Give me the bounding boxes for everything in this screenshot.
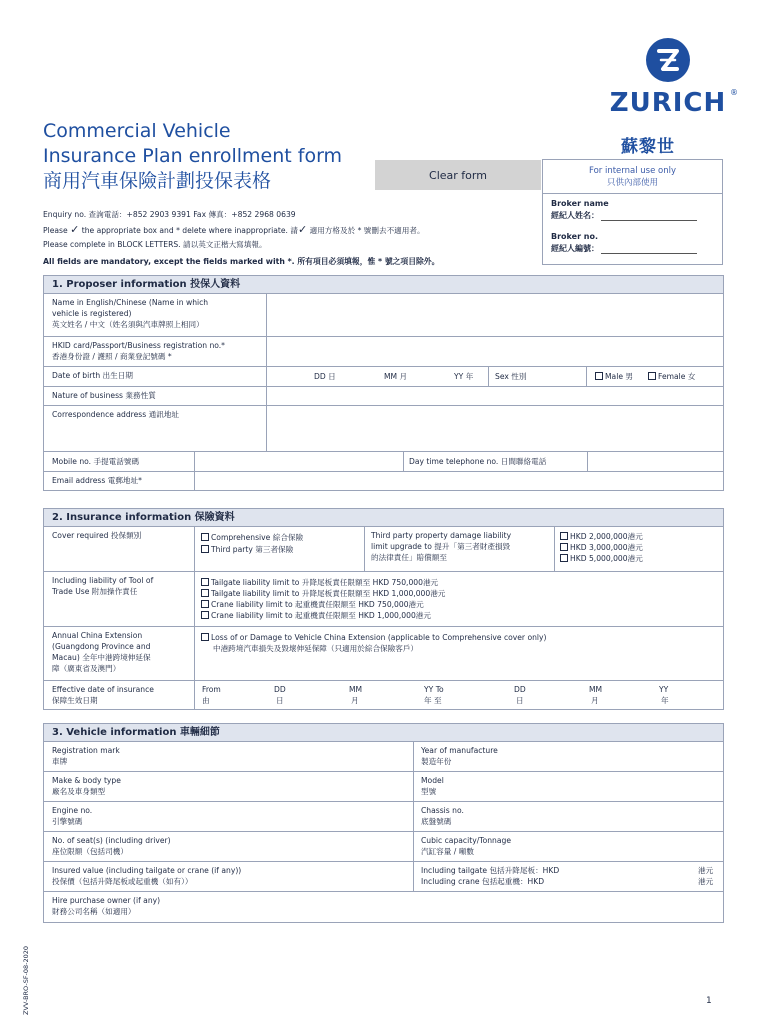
proposer-section: [43, 275, 724, 491]
tool-options: [201, 577, 445, 621]
third-party-option[interactable]: Third party 第三者保險: [201, 544, 293, 555]
engine-row: [44, 802, 723, 832]
section-heading: 2. Insurance information 保險資料: [44, 509, 723, 527]
sex-label: Sex 性別: [495, 372, 527, 381]
seats-row: [44, 832, 723, 862]
mobile-label: Mobile no. 手提電話號碼: [52, 457, 140, 466]
name-row: [44, 294, 723, 337]
hkd-3m-option[interactable]: HKD 3,000,000港元: [560, 542, 643, 553]
insurance-section: [43, 508, 724, 710]
tick-icon: ✓: [70, 222, 80, 236]
hkd-2m-option[interactable]: HKD 2,000,000港元: [560, 531, 643, 542]
hkid-row: [44, 337, 723, 367]
hire-purchase-row: [44, 892, 723, 922]
crane-750k-checkbox[interactable]: [201, 600, 209, 608]
comprehensive-checkbox[interactable]: [201, 533, 209, 541]
address-row: [44, 406, 723, 452]
from-mm: MM 月: [349, 685, 363, 705]
title-line-1: Commercial Vehicle: [43, 120, 231, 142]
registration-label: Registration mark 車牌: [52, 746, 120, 766]
cover-label: Cover required 投保類別: [52, 531, 142, 540]
dob-label: Date of birth 出生日期: [52, 371, 133, 380]
mandatory-line: All fields are mandatory, except the fields marked with *. 所有項目必須填報，惟 * 號之項目除外。: [43, 256, 440, 266]
daytime-field[interactable]: [588, 452, 723, 471]
tppd-options: [560, 531, 643, 564]
tailgate-750k-option[interactable]: Tailgate liability limit to 升降尾板責任限額至 HKD 750,000港元: [201, 577, 445, 588]
to-yy: YY 年: [659, 685, 669, 705]
enquiry-line: Enquiry no. 查詢電話：+852 2903 9391 Fax 傳真：+852 2968 0639: [43, 210, 296, 219]
cubic-label: Cubic capacity/Tonnage 汽缸容量 / 噸數: [421, 836, 512, 856]
email-label: Email address 電郵地址*: [52, 476, 142, 485]
brand-name-cn: 蘇黎世: [621, 137, 675, 157]
including-label: Including tailgate 包括升降尾板：HKD Including crane 包括起重機：HKD: [421, 866, 560, 886]
hkid-label: HKID card/Passport/Business registration no.* 香港身份證 / 護照 / 商業登記號碼 *: [52, 341, 225, 361]
hkd-unit: 港元 港元: [698, 866, 714, 886]
broker-no-label-cn: 經紀人編號：: [551, 244, 599, 253]
address-label: Correspondence address 通訊地址: [52, 410, 179, 419]
hkd-5m-option[interactable]: HKD 5,000,000港元: [560, 553, 643, 564]
dob-yy: YY 年: [454, 372, 474, 381]
business-row: [44, 387, 723, 406]
broker-no-field[interactable]: [601, 242, 697, 254]
mobile-field[interactable]: [195, 452, 403, 471]
zurich-z-icon: [646, 38, 690, 82]
dob-row: [44, 367, 723, 387]
tick-instruction: Please ✓ the appropriate box and * delete where inappropriate. 請✓ 適用方格及於 * 號刪去不適用者。: [43, 222, 425, 236]
to-mm: MM 月: [589, 685, 603, 705]
third-party-checkbox[interactable]: [201, 545, 209, 553]
tool-row: [44, 572, 723, 627]
name-field[interactable]: [267, 294, 723, 336]
tick-icon: ✓: [297, 222, 308, 236]
broker-name-row: [543, 194, 722, 221]
tailgate-1m-checkbox[interactable]: [201, 589, 209, 597]
seats-label: No. of seat(s) (including driver) 座位限額（包括司機）: [52, 836, 171, 856]
brand-name: ZURICH: [609, 88, 727, 118]
chassis-label: Chassis no. 底盤號碼: [421, 806, 464, 826]
vehicle-section: [43, 723, 724, 923]
broker-no-label-en: Broker no.: [551, 232, 599, 241]
year-label: Year of manufacture 製造年份: [421, 746, 498, 766]
comprehensive-option[interactable]: Comprehensive 綜合保險: [201, 532, 303, 543]
block-letters-line: Please complete in BLOCK LETTERS. 請以英文正楷大寫填報。: [43, 240, 267, 250]
crane-1m-checkbox[interactable]: [201, 611, 209, 619]
cover-row: [44, 527, 723, 572]
hkd-5m-checkbox[interactable]: [560, 554, 568, 562]
dob-mm: MM 月: [384, 372, 408, 381]
dob-dd: DD 日: [314, 372, 336, 381]
hire-purchase-label: Hire purchase owner (if any) 財務公司名稱（如適用）: [52, 896, 161, 916]
from-yy-to: YY To 年 至: [424, 685, 444, 705]
registered-mark: ®: [730, 88, 738, 97]
tailgate-750k-checkbox[interactable]: [201, 578, 209, 586]
make-row: [44, 772, 723, 802]
tppd-label: Third party property damage liability limit upgrade to 提升「第三者財產損毀 的法律責任」賠償額至: [371, 531, 512, 562]
model-label: Model 型號: [421, 776, 444, 796]
form-title: [43, 119, 342, 194]
section-heading: 1. Proposer information 投保人資料: [44, 276, 723, 294]
china-extension-checkbox[interactable]: [201, 633, 209, 641]
female-checkbox[interactable]: [648, 372, 656, 380]
effective-date-label: Effective date of insurance 保障生效日期: [52, 685, 154, 705]
crane-1m-option[interactable]: Crane liability limit to 起重機責任限額至 HKD 1,000,000港元: [201, 610, 445, 621]
title-line-2: Insurance Plan enrollment form: [43, 145, 343, 167]
tailgate-1m-option[interactable]: Tailgate liability limit to 升降尾板責任限額至 HKD 1,000,000港元: [201, 588, 445, 599]
china-row: [44, 627, 723, 681]
to-dd: DD 日: [514, 685, 526, 705]
broker-name-label-cn: 經紀人姓名：: [551, 211, 599, 220]
from-label: From 由: [202, 685, 221, 705]
male-checkbox[interactable]: [595, 372, 603, 380]
insured-value-label: Insured value (including tailgate or crane (if any)) 投保價（包括升降尾板或起重機（如有））: [52, 866, 242, 886]
business-field[interactable]: [267, 387, 723, 405]
form-code: ZVV-BRO-SF-08-2020: [22, 945, 30, 1015]
form-instructions: [43, 208, 439, 269]
insured-value-row: [44, 862, 723, 892]
phone-row: [44, 452, 723, 472]
address-field[interactable]: [267, 406, 723, 451]
broker-name-field[interactable]: [601, 209, 697, 221]
broker-name-label-en: Broker name: [551, 199, 609, 208]
title-line-3: 商用汽車保險計劃投保表格: [43, 170, 272, 192]
engine-label: Engine no. 引擎號碼: [52, 806, 93, 826]
female-option[interactable]: Female 女: [648, 371, 695, 382]
business-label: Nature of business 業務性質: [52, 391, 156, 400]
hkd-3m-checkbox[interactable]: [560, 543, 568, 551]
registration-row: [44, 742, 723, 772]
broker-no-row: [543, 221, 722, 254]
tool-label: Including liability of Tool of Trade Use 附加操作責任: [52, 576, 154, 596]
hkid-field[interactable]: [267, 337, 723, 366]
zurich-logo: [604, 38, 738, 118]
daytime-label: Day time telephone no. 日間聯絡電話: [409, 457, 547, 466]
internal-use-box: [542, 159, 723, 265]
male-option[interactable]: Male 男: [595, 371, 633, 382]
clear-form-button[interactable]: Clear form: [375, 160, 541, 190]
section-heading: 3. Vehicle information 車輛細節: [44, 724, 723, 742]
make-label: Make & body type 廠名及車身類型: [52, 776, 121, 796]
china-extension-option[interactable]: Loss of or Damage to Vehicle China Extension (applicable to Comprehensive cover only) 中港跨境汽車損失及毀壞伸延保障（只適用於綜合保險客戶）: [201, 632, 547, 654]
effective-date-row: [44, 681, 723, 709]
internal-use-heading: [543, 160, 722, 194]
internal-heading-en: For internal use only: [588, 166, 677, 176]
page-number: 1: [706, 996, 712, 1006]
email-field[interactable]: [195, 472, 723, 490]
name-label: Name in English/Chinese (Name in which vehicle is registered) 英文姓名 / 中文（姓名須與汽車牌照上相同）: [52, 298, 209, 329]
internal-heading-cn: 只供內部使用: [606, 178, 658, 188]
hkd-2m-checkbox[interactable]: [560, 532, 568, 540]
from-dd: DD 日: [274, 685, 286, 705]
crane-750k-option[interactable]: Crane liability limit to 起重機責任限額至 HKD 750,000港元: [201, 599, 445, 610]
china-label: Annual China Extension (Guangdong Province and Macau) 全年中港跨境伸延保 障（廣東省及澳門）: [52, 631, 151, 673]
email-row: [44, 472, 723, 490]
